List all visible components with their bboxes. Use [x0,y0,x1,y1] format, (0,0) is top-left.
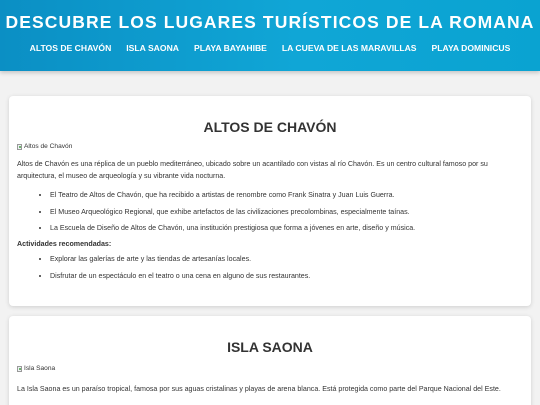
activities-list [17,255,523,281]
broken-image-icon [17,366,22,372]
highlights-list [17,191,523,233]
list-item: • El Museo Arqueológico Regional, que exhibe artefactos de las civilizaciones precolombinas, especialmente taínas. [50,208,523,217]
section-altos-de-chavon [9,96,531,306]
broken-image [17,143,523,150]
image-alt-text: Isla Saona [24,365,56,372]
activities-label: Actividades recomendadas: [17,240,112,248]
section-isla-saona [9,316,531,405]
nav-link-altos-de-chavon[interactable]: ALTOS DE CHAVÓN [29,43,112,53]
list-item: • El Teatro de Altos de Chavón, que ha recibido a artistas de renombre como Frank Sinatra y Juan Luis Guerra. [50,191,523,200]
section-title: ALTOS DE CHAVÓN [203,119,337,135]
list-item: • Disfrutar de un espectáculo en el teatro o una cena en alguno de sus restaurantes. [50,272,523,281]
list-item: • La Escuela de Diseño de Altos de Chavón, una institución prestigiosa que forma a jóvenes en arte, diseño y música. [50,224,523,233]
site-header [0,0,540,71]
section-description: Altos de Chavón es una réplica de un pueblo mediterráneo, ubicado sobre un acantilado con vistas al río Chavón. Es un centro cultural famoso por su arquitectura, el museo de arqueología y su vibrante vida nocturna. [17,160,488,180]
image-alt-text: Altos de Chavón [24,143,73,150]
main-nav [0,43,540,53]
broken-image-icon [17,144,22,150]
nav-link-cueva-maravillas[interactable]: LA CUEVA DE LAS MARAVILLAS [281,43,417,53]
nav-link-playa-bayahibe[interactable]: PLAYA BAYAHIBE [193,43,267,53]
nav-link-playa-dominicus[interactable]: PLAYA DOMINICUS [431,43,511,53]
list-item: • Explorar las galerías de arte y las tiendas de artesanías locales. [50,255,523,264]
section-description: La Isla Saona es un paraíso tropical, famosa por sus aguas cristalinas y playas de arena blanca. Está protegida como parte del Parque Nacional del Este. [17,385,501,393]
broken-image [17,365,523,372]
site-title: DESCUBRE LOS LUGARES TURÍSTICOS DE LA ROMANA [5,12,535,32]
section-title: ISLA SAONA [227,339,313,355]
nav-link-isla-saona[interactable]: ISLA SAONA [126,43,179,53]
